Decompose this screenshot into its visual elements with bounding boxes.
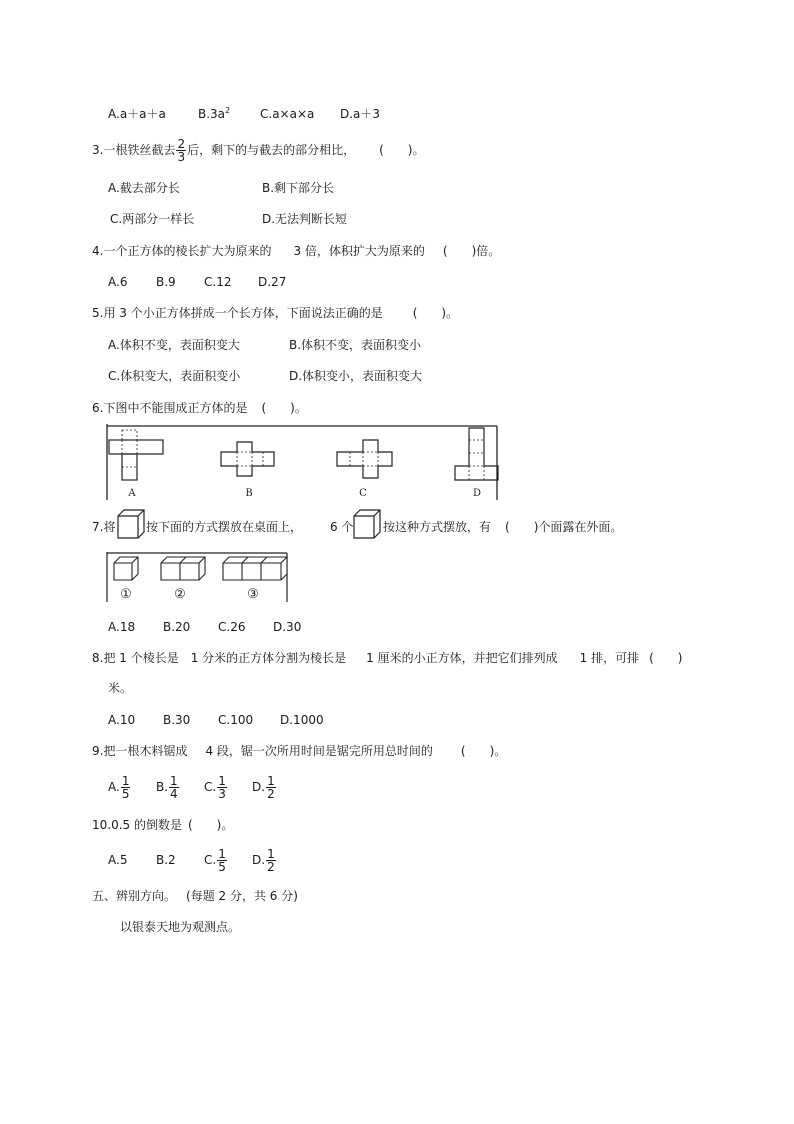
net-c xyxy=(337,440,392,478)
arrangement-1 xyxy=(114,557,138,580)
q3-option-b: B.剩下部分长 xyxy=(262,181,335,195)
net-label-a: A xyxy=(128,488,136,499)
q7-option-b: B.20 xyxy=(163,620,191,634)
net-label-c: C xyxy=(359,488,367,499)
q5-option-d: D.体积变小，表面积变大 xyxy=(289,369,423,383)
fraction-two-thirds: $\frac{2}{3}$ xyxy=(177,137,186,164)
q8-option-c: C.100 xyxy=(218,713,254,727)
q9-option-b: B. $\frac{1}{4}$ xyxy=(156,774,178,801)
question-4: 4.一个正方体的棱长扩大为原来的 3 倍，体积扩大为原来的 ( )倍。 xyxy=(92,244,501,258)
cube-icon xyxy=(352,508,382,540)
q9-option-d: D. $\frac{1}{2}$ xyxy=(252,774,275,801)
q5-option-b: B.体积不变，表面积变小 xyxy=(289,338,422,352)
q7-option-c: C.26 xyxy=(218,620,246,634)
q2-option-b: $B.3a^2$ xyxy=(198,106,231,121)
q7-option-a: A.18 xyxy=(108,620,136,634)
q2-option-c: C.a×a×a xyxy=(260,107,315,121)
q7-option-d: D.30 xyxy=(273,620,302,634)
q4-option-b: B.9 xyxy=(156,275,176,289)
arrangement-3 xyxy=(223,557,287,580)
q10-option-d: D. $\frac{1}{2}$ xyxy=(252,847,275,874)
question-6: 6.下图中不能围成正方体的是 ( )。 xyxy=(92,401,307,415)
q3-option-c: C.两部分一样长 xyxy=(110,212,195,226)
q4-option-a: A.6 xyxy=(108,275,128,289)
cube-icon xyxy=(116,508,146,540)
question-10: 10.0.5 的倒数是 ( )。 xyxy=(92,818,234,832)
question-8: 8.把 1 个棱长是 1 分米的正方体分割为棱长是 1 厘米的小正方体，并把它们排列成 1 排，可排 ( ) xyxy=(92,651,683,665)
question-5: 5.用 3 个小正方体拼成一个长方体，下面说法正确的是 ( )。 xyxy=(92,306,459,320)
q3-option-a: A.截去部分长 xyxy=(108,181,180,195)
net-a xyxy=(109,430,163,480)
question-8-unit: 米。 xyxy=(108,681,133,695)
arrangement-label-1: ① xyxy=(120,587,132,602)
section-5-heading: 五、辨别方向。 (每题 2 分，共 6 分) xyxy=(92,889,298,903)
arrangement-label-2: ② xyxy=(174,587,186,602)
q2-option-a: A.a＋a＋a xyxy=(108,107,166,121)
question-7-prefix: 7.将 xyxy=(92,520,116,534)
net-d xyxy=(455,428,498,480)
q4-option-d: D.27 xyxy=(258,275,287,289)
section-5-subtext: 以银泰天地为观测点。 xyxy=(120,920,241,934)
q10-option-c: C. $\frac{1}{5}$ xyxy=(204,847,226,874)
net-label-b: B xyxy=(245,488,253,499)
question-7-count: 6 个 xyxy=(330,520,354,534)
q9-option-c: C. $\frac{1}{3}$ xyxy=(204,774,226,801)
q8-option-a: A.10 xyxy=(108,713,136,727)
question-9: 9.把一根木料锯成 4 段，锯一次所用时间是锯完所用总时间的 ( )。 xyxy=(92,744,507,758)
q5-option-a: A.体积不变，表面积变大 xyxy=(108,338,240,352)
cube-arrangement-figure xyxy=(105,552,295,604)
q2-option-d: D.a＋3 xyxy=(340,107,381,121)
arrangement-2 xyxy=(161,557,205,580)
arrangement-label-3: ③ xyxy=(247,587,259,602)
q9-option-a: A. $\frac{1}{5}$ xyxy=(108,774,130,801)
q8-option-b: B.30 xyxy=(163,713,191,727)
q8-option-d: D.1000 xyxy=(280,713,324,727)
cube-nets-figure xyxy=(105,424,505,504)
q10-option-a: A.5 xyxy=(108,853,128,867)
question-7-suffix: 按这种方式摆放，有 ( )个面露在外面。 xyxy=(383,520,623,534)
q3-option-d: D.无法判断长短 xyxy=(262,212,348,226)
net-b xyxy=(221,442,274,476)
q5-option-c: C.体积变大，表面积变小 xyxy=(108,369,241,383)
question-7-middle: 按下面的方式摆放在桌面上， xyxy=(146,520,303,534)
question-3: 3.一根铁丝截去 $\frac{2}{3}$ 后，剩下的与截去的部分相比， ( )。 xyxy=(92,137,425,164)
net-label-d: D xyxy=(472,488,482,499)
q10-option-b: B.2 xyxy=(156,853,176,867)
q4-option-c: C.12 xyxy=(204,275,232,289)
